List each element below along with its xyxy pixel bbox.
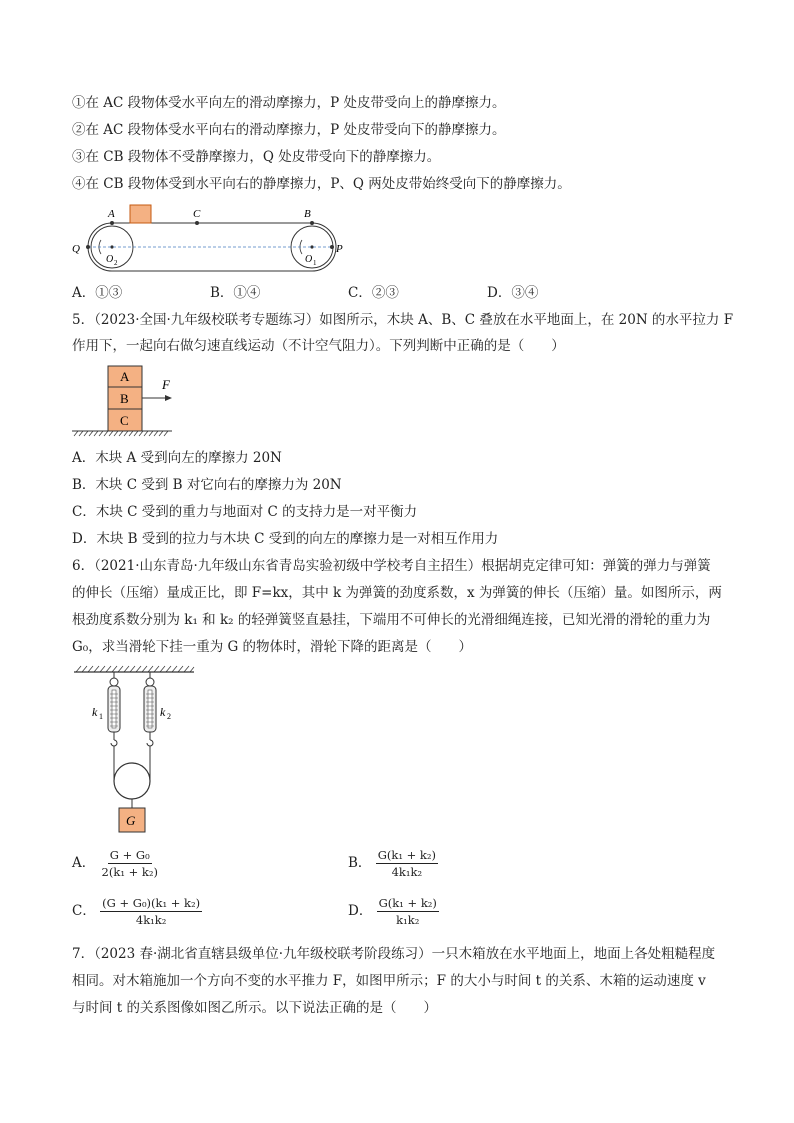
q5-stem-line1: 5．（2023·全国·九年级校联考专题练习）如图所示，木块 A、B、C 叠放在水平地面上，在 20N 的水平拉力 F <box>72 312 734 328</box>
q4-option-c[interactable]: C．②③ <box>348 285 399 301</box>
label-B: B <box>304 208 311 220</box>
q6-option-d-numerator: G(k₁ + k₂) <box>378 896 437 910</box>
label-k2: k <box>160 705 166 719</box>
block-B-label: B <box>120 391 129 406</box>
q5-option-a[interactable]: A．木块 A 受到向左的摩擦力 20N <box>72 450 282 466</box>
label-k2-sub: 2 <box>167 712 171 721</box>
q4-statement-4: ④在 CB 段物体受到水平向右的静摩擦力，P、Q 两处皮带始终受向下的静摩擦力。 <box>72 176 571 192</box>
q4-statement-2: ②在 AC 段物体受水平向右的滑动摩擦力，P 处皮带受向下的静摩擦力。 <box>72 122 506 138</box>
q6-option-a[interactable] <box>72 848 160 879</box>
q6-option-a-denominator: 2(k₁ + k₂) <box>101 865 158 879</box>
label-k1-sub: 1 <box>99 712 103 721</box>
pulley <box>114 763 150 799</box>
q6-option-c[interactable] <box>72 896 202 927</box>
label-O2: O <box>106 254 114 265</box>
q5-option-b[interactable]: B．木块 C 受到 B 对它向右的摩擦力为 20N <box>72 477 342 493</box>
q5-option-c[interactable]: C．木块 C 受到的重力与地面对 C 的支持力是一对平衡力 <box>72 504 418 520</box>
spring-k2 <box>144 672 156 746</box>
block-on-belt <box>130 205 151 223</box>
label-A: A <box>108 208 115 220</box>
q6-option-a-letter: A． <box>72 855 96 871</box>
q6-option-d-denominator: k₁k₂ <box>396 913 420 927</box>
q6-option-c-denominator: 4k₁k₂ <box>135 913 167 927</box>
q6-option-a-fraction <box>100 848 160 879</box>
block-A-label: A <box>120 369 130 384</box>
q6-option-b-denominator: 4k₁k₂ <box>391 865 423 879</box>
q4-statement-1: ①在 AC 段物体受水平向左的滑动摩擦力，P 处皮带受向上的静摩擦力。 <box>72 95 506 111</box>
q4-option-a[interactable]: A．①③ <box>72 285 123 301</box>
label-O2-sub: 2 <box>114 259 118 267</box>
q6-stem-line2: 的伸长（压缩）量成正比，即 F=kx，其中 k 为弹簧的劲度系数，x 为弹簧的伸长（压缩）量。如图所示，两 <box>72 585 722 601</box>
block-C-label: C <box>120 413 129 428</box>
q4-option-b[interactable]: B．①④ <box>210 285 261 301</box>
spring-k1 <box>108 672 120 746</box>
label-k1: k <box>92 705 98 719</box>
q6-option-b[interactable] <box>348 848 438 879</box>
label-O1-sub: 1 <box>313 259 317 267</box>
q6-option-d-fraction <box>377 896 439 927</box>
q6-option-b-fraction <box>376 848 438 879</box>
q6-stem-line4: G₀，求当滑轮下挂一重为 G 的物体时，滑轮下降的距离是（ ） <box>72 639 473 655</box>
weight-G-label: G <box>126 813 136 828</box>
label-C: C <box>193 208 201 220</box>
stacked-blocks-figure <box>72 364 182 440</box>
q6-option-b-letter: B． <box>348 855 372 871</box>
spring-pulley-figure <box>72 664 202 838</box>
conveyor-belt-figure <box>68 200 358 276</box>
q7-stem-line2: 相同。对木箱施加一个方向不变的水平推力 F，如图甲所示；F 的大小与时间 t 的关系、木箱的运动速度 v <box>72 973 706 989</box>
q6-option-d-letter: D． <box>348 903 373 919</box>
q6-option-d[interactable] <box>348 896 439 927</box>
q5-stem-line2: 作用下，一起向右做匀速直线运动（不计空气阻力）。下列判断中正确的是（ ） <box>72 338 565 354</box>
q6-stem-line3: 根劲度系数分别为 k₁ 和 k₂ 的轻弹簧竖直悬挂，下端用不可伸长的光滑细绳连接，已知光滑的滑轮的重力为 <box>72 612 711 628</box>
label-O1: O <box>305 254 313 265</box>
q6-option-c-numerator: (G + G₀)(k₁ + k₂) <box>102 896 201 910</box>
q6-stem-line1: 6．（2021·山东青岛·九年级山东省青岛实验初级中学校考自主招生）根据胡克定律可知：弹簧的弹力与弹簧 <box>72 558 711 574</box>
q7-stem-line3: 与时间 t 的关系图像如图乙所示。以下说法正确的是（ ） <box>72 1000 438 1016</box>
q4-option-d[interactable]: D．③④ <box>487 285 539 301</box>
label-P: P <box>336 243 343 255</box>
q6-option-b-numerator: G(k₁ + k₂) <box>377 848 436 862</box>
q6-option-a-numerator: G + G₀ <box>109 848 150 862</box>
q6-option-c-fraction <box>100 896 202 927</box>
q5-option-d[interactable]: D．木块 B 受到的拉力与木块 C 受到的向左的摩擦力是一对相互作用力 <box>72 531 499 547</box>
q6-option-c-letter: C． <box>72 903 96 919</box>
label-Q: Q <box>72 243 80 255</box>
force-label-F: F <box>162 377 170 392</box>
q7-stem-line1: 7．（2023 春·湖北省直辖县级单位·九年级校联考阶段练习）一只木箱放在水平地面上，地面上各处粗糙程度 <box>72 946 716 962</box>
q4-statement-3: ③在 CB 段物体不受静摩擦力，Q 处皮带受向下的静摩擦力。 <box>72 149 441 165</box>
